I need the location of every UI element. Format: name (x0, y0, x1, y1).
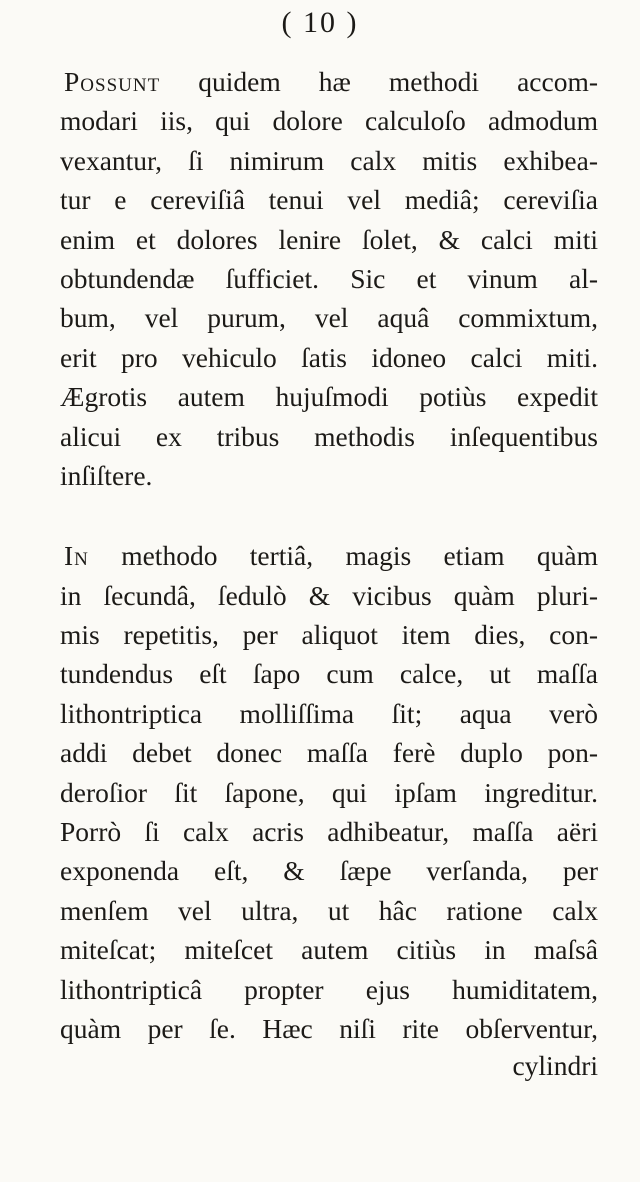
text-line: miteſcat; miteſcet autem citiùs in maſsâ (60, 934, 598, 966)
text-block (60, 62, 598, 1048)
text-line: deroſior ſit ſapone, qui ipſam ingreditur. (60, 776, 598, 808)
text-line: lithontripticâ propter ejus humiditatem, (60, 973, 598, 1005)
page-number: ( 10 ) (281, 6, 359, 39)
text-line: exponenda eſt, & ſæpe verſanda, per (60, 855, 598, 887)
text-line: Porrò ſi calx acris adhibeatur, maſſa aëri (60, 816, 598, 848)
catchword: cylindri (512, 1050, 598, 1081)
text-line: vexantur, ſi nimirum calx mitis exhibea- (60, 144, 598, 176)
text-line: in ſecundâ, ſedulò & vicibus quàm pluri- (60, 579, 598, 611)
text-line: enim et dolores lenire ſolet, & calci miti (60, 223, 598, 255)
text-line: bum, vel purum, vel aquâ commixtum, (60, 302, 598, 334)
text-line: Possunt quidem hæ methodi accom- (64, 66, 598, 97)
paragraph-lead-word: In (64, 540, 89, 572)
text-line: quàm per ſe. Hæc niſi rite obſerventur, (60, 1012, 598, 1044)
text-line: Ægrotis autem hujuſmodi potiùs expedit (60, 381, 598, 413)
text-line: mis repetitis, per aliquot item dies, con- (60, 619, 598, 651)
paragraph-lead-word: Possunt (64, 66, 161, 97)
text-line: inſiſtere. (60, 459, 153, 491)
text-line: addi debet donec maſſa ferè duplo pon- (60, 737, 598, 769)
text-line: modari iis, qui dolore calculoſo admodum (60, 105, 598, 137)
text-line: erit pro vehiculo ſatis idoneo calci miti. (60, 341, 598, 373)
paragraph-1 (60, 62, 598, 495)
paragraph-2 (60, 536, 598, 1048)
text-line: In methodo tertiâ, magis etiam quàm (64, 540, 598, 572)
text-line: tundendus eſt ſapo cum calce, ut maſſa (60, 658, 598, 690)
text-line: lithontriptica molliſſima ſit; aqua verò (60, 697, 598, 729)
text-line: tur e cereviſiâ tenui vel mediâ; cereviſia (60, 184, 598, 216)
text-line: alicui ex tribus methodis inſequentibus (60, 420, 598, 452)
text-line: obtundendæ ſufficiet. Sic et vinum al- (60, 262, 598, 294)
text-line: menſem vel ultra, ut hâc ratione calx (60, 894, 598, 926)
paragraph-gap (60, 495, 598, 536)
